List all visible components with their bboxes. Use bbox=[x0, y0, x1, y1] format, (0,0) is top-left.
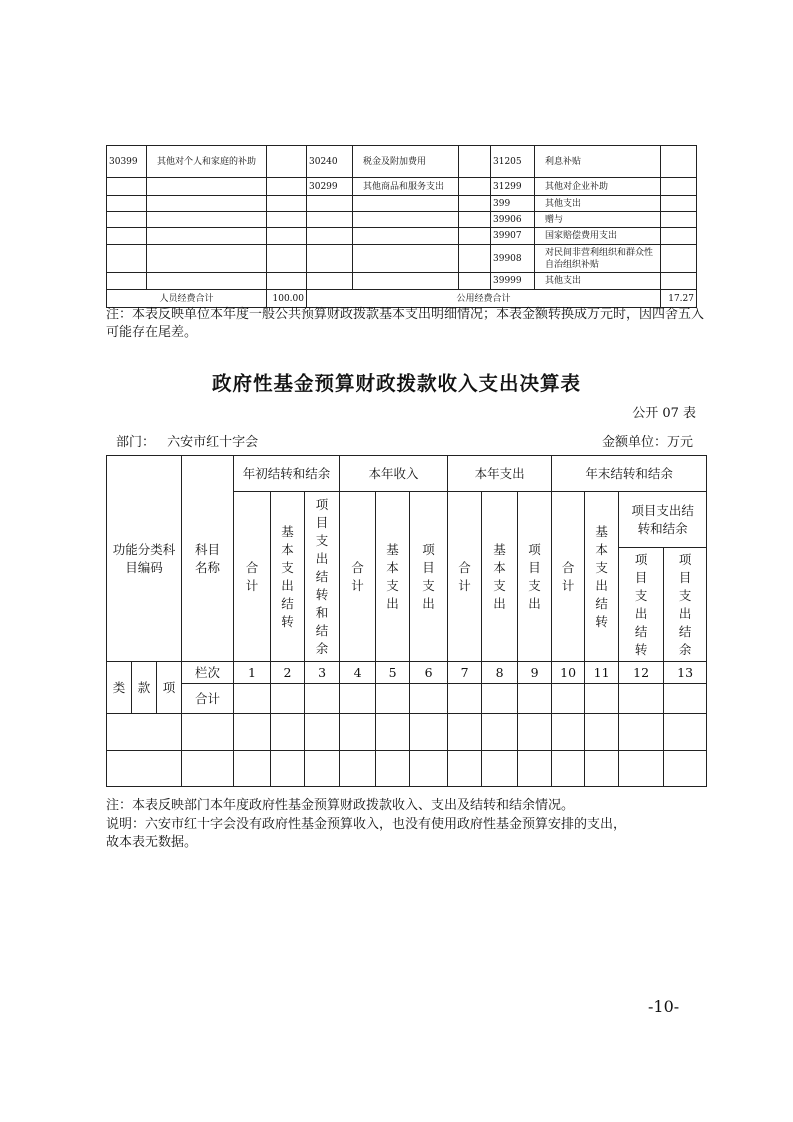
header-end-project-surplus: 项目支出结余 bbox=[664, 548, 707, 662]
table-cell-c4: 30299 bbox=[307, 178, 353, 196]
header-kind: 类 bbox=[107, 662, 132, 714]
table-cell-c6 bbox=[459, 245, 491, 273]
table-cell-c3 bbox=[267, 212, 307, 228]
seq-number: 13 bbox=[664, 662, 707, 684]
table-cell-c8: 其他对企业补助 bbox=[535, 178, 661, 196]
header-income-total: 合计 bbox=[340, 492, 376, 662]
header-expense-basic: 基本支出 bbox=[482, 492, 518, 662]
table-cell-c7: 31299 bbox=[491, 178, 535, 196]
header-income: 本年收入 bbox=[340, 456, 448, 492]
header-item: 项 bbox=[157, 662, 182, 714]
table-cell-c6 bbox=[459, 196, 491, 212]
table-cell-c3 bbox=[267, 228, 307, 245]
table-cell-c6 bbox=[459, 178, 491, 196]
personnel-total-label: 人员经费合计 bbox=[107, 290, 267, 308]
header-expense-total: 合计 bbox=[448, 492, 482, 662]
table-row bbox=[107, 196, 697, 212]
table-cell-c7: 39999 bbox=[491, 273, 535, 290]
table-cell-c1 bbox=[107, 245, 147, 273]
table-cell-c8: 利息补贴 bbox=[535, 146, 661, 178]
seq-number: 1 bbox=[234, 662, 271, 684]
header-income-project: 项目支出 bbox=[410, 492, 448, 662]
table-cell-c3 bbox=[267, 245, 307, 273]
table-cell-c9 bbox=[661, 146, 697, 178]
table-cell-c6 bbox=[459, 212, 491, 228]
table-cell-c2 bbox=[147, 273, 267, 290]
header-end-balance: 年末结转和结余 bbox=[552, 456, 707, 492]
header-func-code: 功能分类科目编码 bbox=[107, 456, 182, 662]
header-begin-total: 合计 bbox=[234, 492, 271, 662]
table-cell-c3 bbox=[267, 178, 307, 196]
table-cell-c9 bbox=[661, 196, 697, 212]
table-cell-c4 bbox=[307, 212, 353, 228]
note-1-line-1: 注：本表反映单位本年度一般公共预算财政拨款基本支出明细情况；本表金额转换成万元时，因四舍五入 bbox=[106, 307, 705, 322]
note-1-line-2: 可能存在尾差。 bbox=[106, 325, 198, 340]
table-cell-c6 bbox=[459, 146, 491, 178]
seq-number: 12 bbox=[619, 662, 664, 684]
seq-number: 10 bbox=[552, 662, 585, 684]
seq-label: 栏次 bbox=[182, 662, 234, 684]
seq-number: 3 bbox=[305, 662, 340, 684]
table-cell-c5 bbox=[353, 245, 459, 273]
table-cell-c4 bbox=[307, 273, 353, 290]
table-cell-c7: 399 bbox=[491, 196, 535, 212]
table-cell-c2 bbox=[147, 178, 267, 196]
seq-number: 8 bbox=[482, 662, 518, 684]
department-name: 六安市红十字会 bbox=[167, 435, 259, 450]
summary-row bbox=[107, 290, 697, 308]
table-cell-c6 bbox=[459, 228, 491, 245]
table-cell-c2 bbox=[147, 196, 267, 212]
table-cell-c7: 31205 bbox=[491, 146, 535, 178]
header-income-basic: 基本支出 bbox=[376, 492, 410, 662]
table-cell-c2 bbox=[147, 245, 267, 273]
table-cell-c8: 其他支出 bbox=[535, 196, 661, 212]
table-cell-c4: 30240 bbox=[307, 146, 353, 178]
seq-number: 6 bbox=[410, 662, 448, 684]
personnel-total-value: 100.00 bbox=[267, 290, 307, 308]
table-row bbox=[107, 228, 697, 245]
explanation-line-2: 故本表无数据。 bbox=[106, 835, 198, 850]
table-cell-c4 bbox=[307, 228, 353, 245]
header-begin-basic: 基本支出结转 bbox=[271, 492, 305, 662]
table-cell-c3 bbox=[267, 146, 307, 178]
seq-number: 5 bbox=[376, 662, 410, 684]
table-row bbox=[107, 212, 697, 228]
header-end-total: 合计 bbox=[552, 492, 585, 662]
table-cell-c4 bbox=[307, 196, 353, 212]
table-cell-c9 bbox=[661, 273, 697, 290]
department-label: 部门： bbox=[116, 435, 156, 450]
public-total-value: 17.27 bbox=[661, 290, 697, 308]
table-cell-c8: 国家赔偿费用支出 bbox=[535, 228, 661, 245]
total-row bbox=[107, 684, 707, 714]
header-end-project-carry: 项目支出结转 bbox=[619, 548, 664, 662]
table-cell-c7: 39908 bbox=[491, 245, 535, 273]
table-cell-c4 bbox=[307, 245, 353, 273]
table-cell-c9 bbox=[661, 178, 697, 196]
table-cell-c9 bbox=[661, 212, 697, 228]
header-end-project: 项目支出结转和结余 bbox=[619, 492, 707, 548]
table-cell-c5: 其他商品和服务支出 bbox=[353, 178, 459, 196]
seq-row bbox=[107, 662, 707, 684]
table-cell-c1 bbox=[107, 212, 147, 228]
table-cell-c5: 税金及附加费用 bbox=[353, 146, 459, 178]
public-total-label: 公用经费合计 bbox=[307, 290, 661, 308]
table-cell-c1 bbox=[107, 228, 147, 245]
table-cell-c5 bbox=[353, 228, 459, 245]
table-cell-c3 bbox=[267, 196, 307, 212]
note-2: 注：本表反映部门本年度政府性基金预算财政拨款收入、支出及结转和结余情况。 bbox=[106, 798, 575, 813]
table-cell-c1 bbox=[107, 196, 147, 212]
header-begin-project: 项目支出结转和结余 bbox=[305, 492, 340, 662]
table-cell-c8: 其他支出 bbox=[535, 273, 661, 290]
page-title: 政府性基金预算财政拨款收入支出决算表 bbox=[211, 372, 581, 395]
fund-budget-table bbox=[106, 455, 707, 787]
header-section: 款 bbox=[132, 662, 157, 714]
seq-number: 7 bbox=[448, 662, 482, 684]
department bbox=[116, 434, 258, 452]
table-cell-c2: 其他对个人和家庭的补助 bbox=[147, 146, 267, 178]
table-cell-c5 bbox=[353, 212, 459, 228]
table-cell-c5 bbox=[353, 196, 459, 212]
page-number: -10- bbox=[648, 997, 680, 1016]
table-cell-c7: 39907 bbox=[491, 228, 535, 245]
header-expense-project: 项目支出 bbox=[518, 492, 552, 662]
seq-number: 9 bbox=[518, 662, 552, 684]
table-cell-c7: 39906 bbox=[491, 212, 535, 228]
empty-row bbox=[107, 714, 707, 751]
table-cell-c1: 30399 bbox=[107, 146, 147, 178]
table-cell-c2 bbox=[147, 212, 267, 228]
table-cell-c9 bbox=[661, 245, 697, 273]
seq-number: 4 bbox=[340, 662, 376, 684]
table-row bbox=[107, 146, 697, 178]
table-cell-c6 bbox=[459, 273, 491, 290]
table-cell-c2 bbox=[147, 228, 267, 245]
empty-row bbox=[107, 751, 707, 787]
header-expense: 本年支出 bbox=[448, 456, 552, 492]
seq-number: 11 bbox=[585, 662, 619, 684]
seq-number: 2 bbox=[271, 662, 305, 684]
header-end-basic: 基本支出结转 bbox=[585, 492, 619, 662]
amount-unit: 金额单位：万元 bbox=[601, 435, 693, 450]
note-1 bbox=[106, 306, 706, 342]
explanation bbox=[106, 816, 706, 852]
table-cell-c5 bbox=[353, 273, 459, 290]
expense-detail-table bbox=[106, 145, 697, 308]
table-row bbox=[107, 178, 697, 196]
table-row bbox=[107, 273, 697, 290]
table-cell-c8: 对民间非营利组织和群众性自治组织补贴 bbox=[535, 245, 661, 273]
table-number: 公开 07 表 bbox=[632, 406, 696, 421]
table-cell-c8: 赠与 bbox=[535, 212, 661, 228]
header-subject-name: 科目名称 bbox=[182, 456, 234, 662]
total-label: 合计 bbox=[182, 684, 234, 714]
table-cell-c1 bbox=[107, 273, 147, 290]
explanation-line-1: 说明：六安市红十字会没有政府性基金预算收入，也没有使用政府性基金预算安排的支出， bbox=[106, 817, 627, 832]
table-cell-c1 bbox=[107, 178, 147, 196]
table-cell-c9 bbox=[661, 228, 697, 245]
table-cell-c3 bbox=[267, 273, 307, 290]
header-begin-balance: 年初结转和结余 bbox=[234, 456, 340, 492]
table-row bbox=[107, 245, 697, 273]
